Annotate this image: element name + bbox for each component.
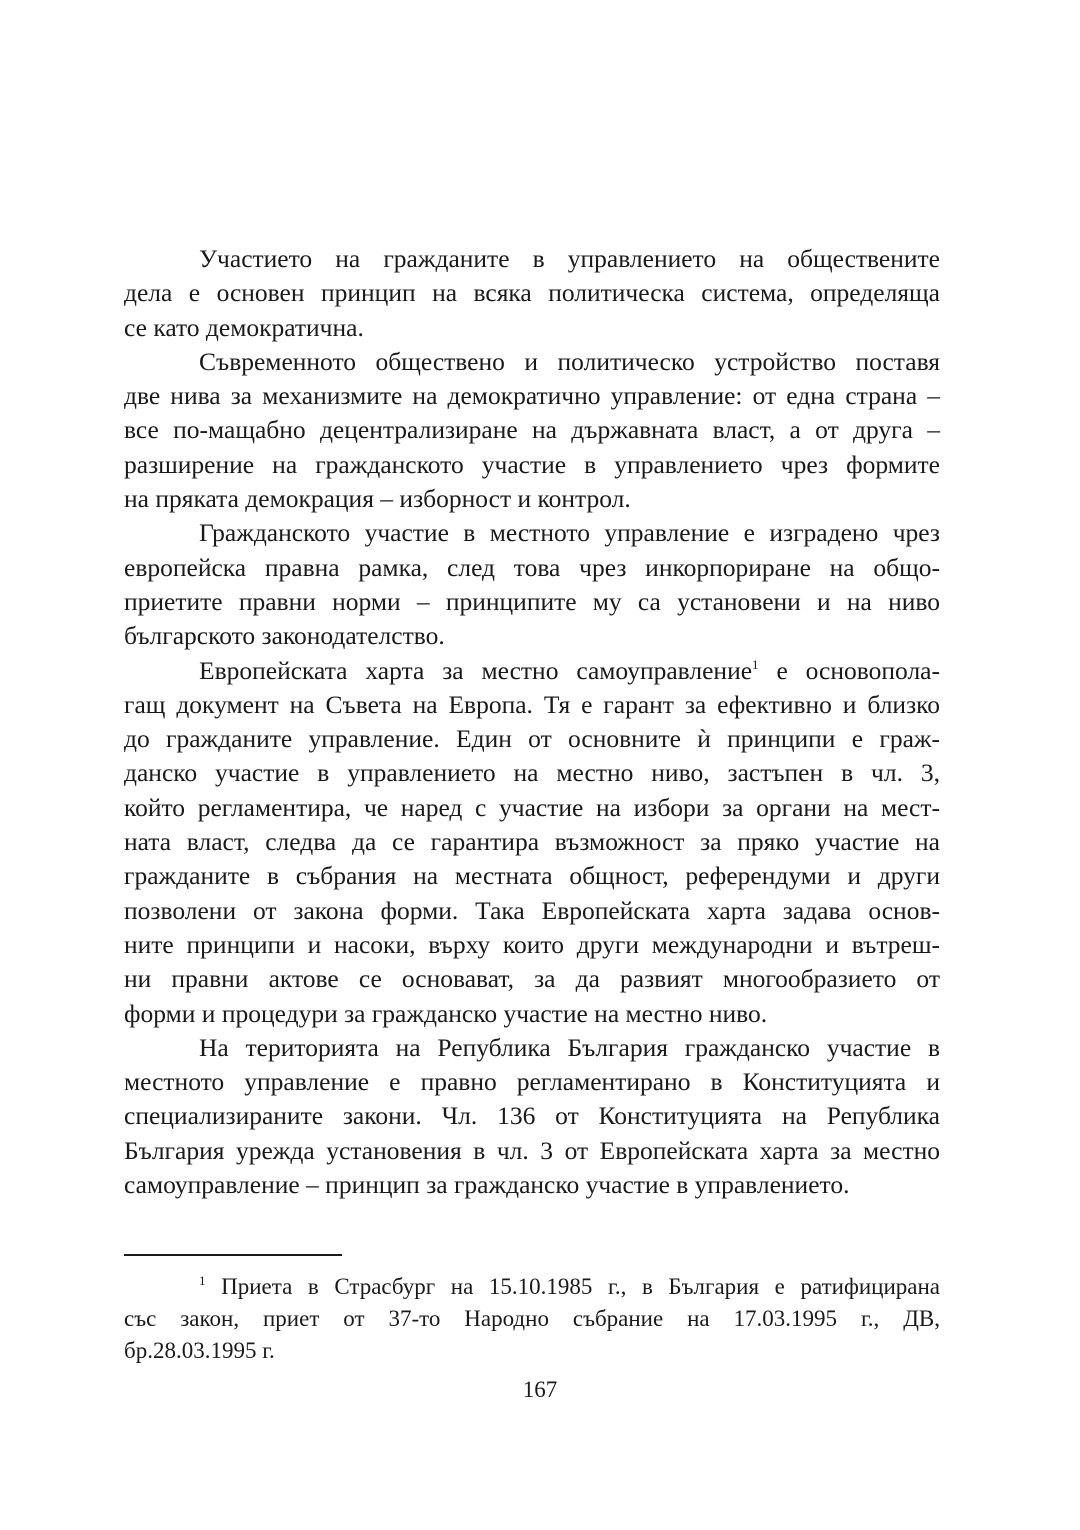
paragraph-5 <box>124 1031 940 1202</box>
footnote-line: със закон, приет от 37-то Народно събрание на 17.03.1995 г., ДВ, <box>124 1306 940 1331</box>
footnote-reference[interactable]: 1 <box>752 656 759 672</box>
paragraph-line: българското законодателство. <box>124 621 445 651</box>
paragraph-line: България урежда установения в чл. 3 от Европейската харта за местно <box>124 1135 940 1165</box>
paragraph-line: приетите правни норми – принципите му са установени и на ниво <box>124 586 940 616</box>
paragraph-line: данско участие в управлението на местно ниво, застъпен в чл. 3, <box>124 758 940 788</box>
paragraph-line: на пряката демокрация – изборност и контрол. <box>124 484 631 514</box>
paragraph-line: Гражданското участие в местното управление е изградено чрез <box>199 518 940 548</box>
paragraph-line: ната власт, следва да се гарантира възможност за пряко участие на <box>124 827 940 857</box>
paragraph-line: Съвременното обществено и политическо устройство поставя <box>199 346 940 376</box>
paragraph-line: европейска правна рамка, след това чрез инкорпориране на общо- <box>124 552 940 582</box>
paragraph-line: гащ документ на Съвета на Европа. Тя е гарант за ефективно и близко <box>124 689 940 719</box>
footnote-line: бр.28.03.1995 г. <box>124 1338 275 1363</box>
paragraph-line: ните принципи и насоки, върху които други международни и вътреш- <box>124 929 940 959</box>
page-number: 167 <box>522 1377 558 1402</box>
paragraph-3 <box>124 516 940 653</box>
paragraph-line: до гражданите управление. Един от основните ѝ принципи е граж- <box>124 724 940 754</box>
paragraph-line: Участието на гражданите в управлението на обществените <box>199 244 940 273</box>
body-text <box>124 242 940 1202</box>
paragraph-4 <box>124 654 940 1031</box>
footnote-line-text: Приета в Страсбург на 15.10.1985 г., в България е ратифицирана <box>205 1274 940 1299</box>
footnote <box>124 1271 940 1367</box>
paragraph-line: форми и процедури за гражданско участие на местно ниво. <box>124 998 768 1028</box>
paragraph-line: който регламентира, че наред с участие на избори за органи на мест- <box>124 792 940 822</box>
paragraph-line: позволени от закона форми. Така Европейската харта задава основ- <box>124 895 940 925</box>
paragraph-line: дела е основен принцип на всяка политическа система, определяща <box>124 278 940 308</box>
paragraph-line-with-footnote <box>124 654 940 688</box>
paragraph-line: специализираните закони. Чл. 136 от Конституцията на Република <box>124 1101 940 1131</box>
paragraph-line: разширение на гражданското участие в управлението чрез формите <box>124 449 940 479</box>
paragraph-line: На територията на Република България гражданско участие в <box>199 1032 940 1062</box>
footnote-separator <box>124 1254 342 1256</box>
paragraph-line: гражданите в събрания на местната общност, референдуми и други <box>124 861 940 891</box>
paragraph-1 <box>124 242 940 345</box>
paragraph-line: две нива за механизмите на демократично управление: от една страна – <box>124 381 940 411</box>
paragraph-line-text: Европейската харта за местно самоуправление <box>199 655 753 685</box>
paragraph-line: ни правни актове се основават, за да развият многообразието от <box>124 964 940 994</box>
paragraph-line: местното управление е правно регламентирано в Конституцията и <box>124 1067 940 1097</box>
paragraph-line-text: е основопола- <box>758 655 940 685</box>
footnote-line <box>124 1271 940 1303</box>
paragraph-line: се като демократична. <box>124 312 364 342</box>
paragraph-line: самоуправление – принцип за гражданско участие в управлението. <box>124 1170 850 1200</box>
paragraph-line: все по-мащабно децентрализиране на държавната власт, а от друга – <box>124 415 940 445</box>
paragraph-2 <box>124 345 940 516</box>
footnote-marker: 1 <box>199 1273 206 1288</box>
